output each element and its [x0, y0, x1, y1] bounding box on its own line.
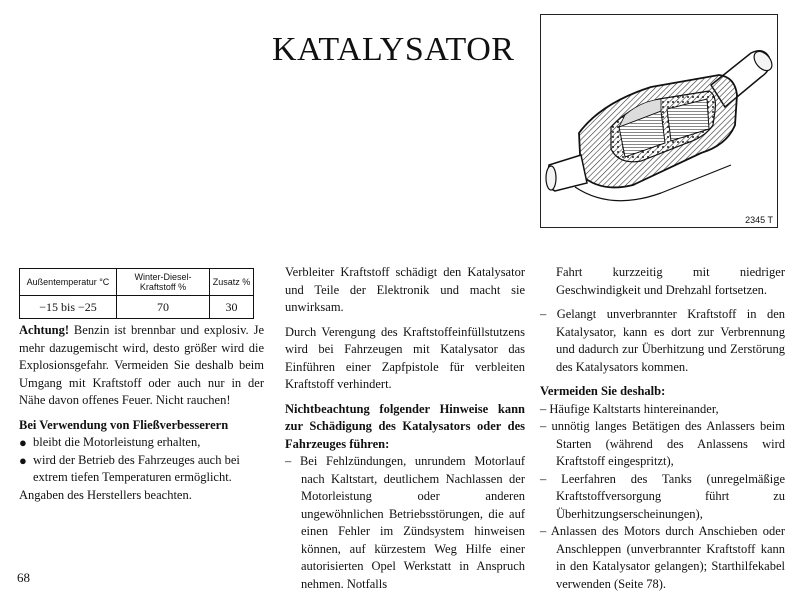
- column-middle: [285, 264, 525, 593]
- figure-number: 2345 T: [745, 215, 773, 225]
- table-header: Zusatz %: [210, 269, 254, 296]
- table-cell: −15 bis −25: [20, 296, 117, 319]
- additives-heading: Bei Verwendung von Fließverbesserern: [19, 417, 229, 432]
- paragraph: Durch Verengung des Kraftstoffeinfüllstutzens wird bei Fahrzeugen mit Katalysator das Einführen einer Zapfpistole für verbleiten Kraftstoff verhindert.: [285, 324, 525, 391]
- avoid-heading: Vermeiden Sie deshalb:: [540, 384, 666, 398]
- page-number: 68: [17, 570, 30, 585]
- bullet-icon: ●: [19, 452, 27, 468]
- table-header: Winter-Diesel-Kraftstoff %: [117, 269, 210, 296]
- paragraph: Verbleiter Kraftstoff schädigt den Katalysator und Teile der Elektronik und macht sie unwirksam.: [285, 265, 525, 314]
- table-row: [20, 296, 254, 319]
- page-title: KATALYSATOR: [272, 30, 515, 68]
- list-item: – Häufige Kaltstarts hintereinander,: [540, 401, 719, 416]
- list-item: – unnötig langes Betätigen des Anlassers beim Starten (während des Anlassens wird Kraftstoff eingespritzt),: [540, 419, 785, 468]
- list-item-text: bleibt die Motorleistung erhalten,: [33, 435, 201, 449]
- catalytic-converter-figure: [540, 14, 778, 228]
- warning-label: Achtung!: [19, 323, 70, 337]
- warning-paragraph: [19, 322, 264, 410]
- list-item: [19, 452, 264, 487]
- table-cell: 30: [210, 296, 254, 319]
- table-cell: 70: [117, 296, 210, 319]
- paragraph: Fahrt kurzzeitig mit niedriger Geschwindigkeit und Drehzahl fortsetzen.: [556, 265, 785, 297]
- list-item: – Leerfahren des Tanks (unregelmäßige Kraftstoffversorgung führt zu Überhitzungserscheinungen),: [540, 471, 785, 521]
- list-item-text: wird der Betrieb des Fahrzeuges auch bei extrem tiefen Temperaturen ermöglicht.: [33, 452, 240, 484]
- catalytic-converter-icon: [541, 15, 777, 227]
- warning-heading: Nichtbeachtung folgender Hinweise kann zur Schädigung des Katalysators oder des Fahrzeuges führen:: [285, 401, 525, 451]
- list-item: – Gelangt unverbrannter Kraftstoff in den Katalysator, kann es dort zur Verbrennung und dadurch zur Überhitzung und Zerstörung des Katalysators kommen.: [540, 307, 785, 374]
- column-right: [540, 264, 785, 593]
- manufacturer-note: Angaben des Herstellers beachten.: [19, 487, 192, 502]
- table-header: Außentemperatur °C: [20, 269, 117, 296]
- list-item: [19, 434, 264, 452]
- warning-text: Benzin ist brennbar und explosiv. Je mehr dazugemischt wird, desto größer wird die Explosionsgefahr. Vermeiden Sie deshalb beim Umgang mit Kraftstoff oder auch nur in der Nähe davon offenes Feuer. Nicht rauchen!: [19, 323, 264, 407]
- bullet-icon: ●: [19, 435, 27, 450]
- column-left: [19, 322, 264, 504]
- temperature-table: [19, 268, 254, 319]
- table-header-row: [20, 269, 254, 296]
- list-item: – Anlassen des Motors durch Anschieben oder Anschleppen (unverbrannter Kraftstoff kann in den Katalysator gelangen); Starthilfekabel verwenden (Seite 78).: [540, 524, 785, 591]
- list-item: – Bei Fehlzündungen, unrundem Motorlauf nach Kaltstart, deutlichem Nachlassen der Motorleistung oder anderen ungewöhnlichen Betriebsstörungen, die auf einen Fehler im Zündsystem hinweisen können, auf kürzestem Weg Hilfe einer autorisierten Opel Werkstatt in Anspruch nehmen. Notfalls: [285, 454, 525, 591]
